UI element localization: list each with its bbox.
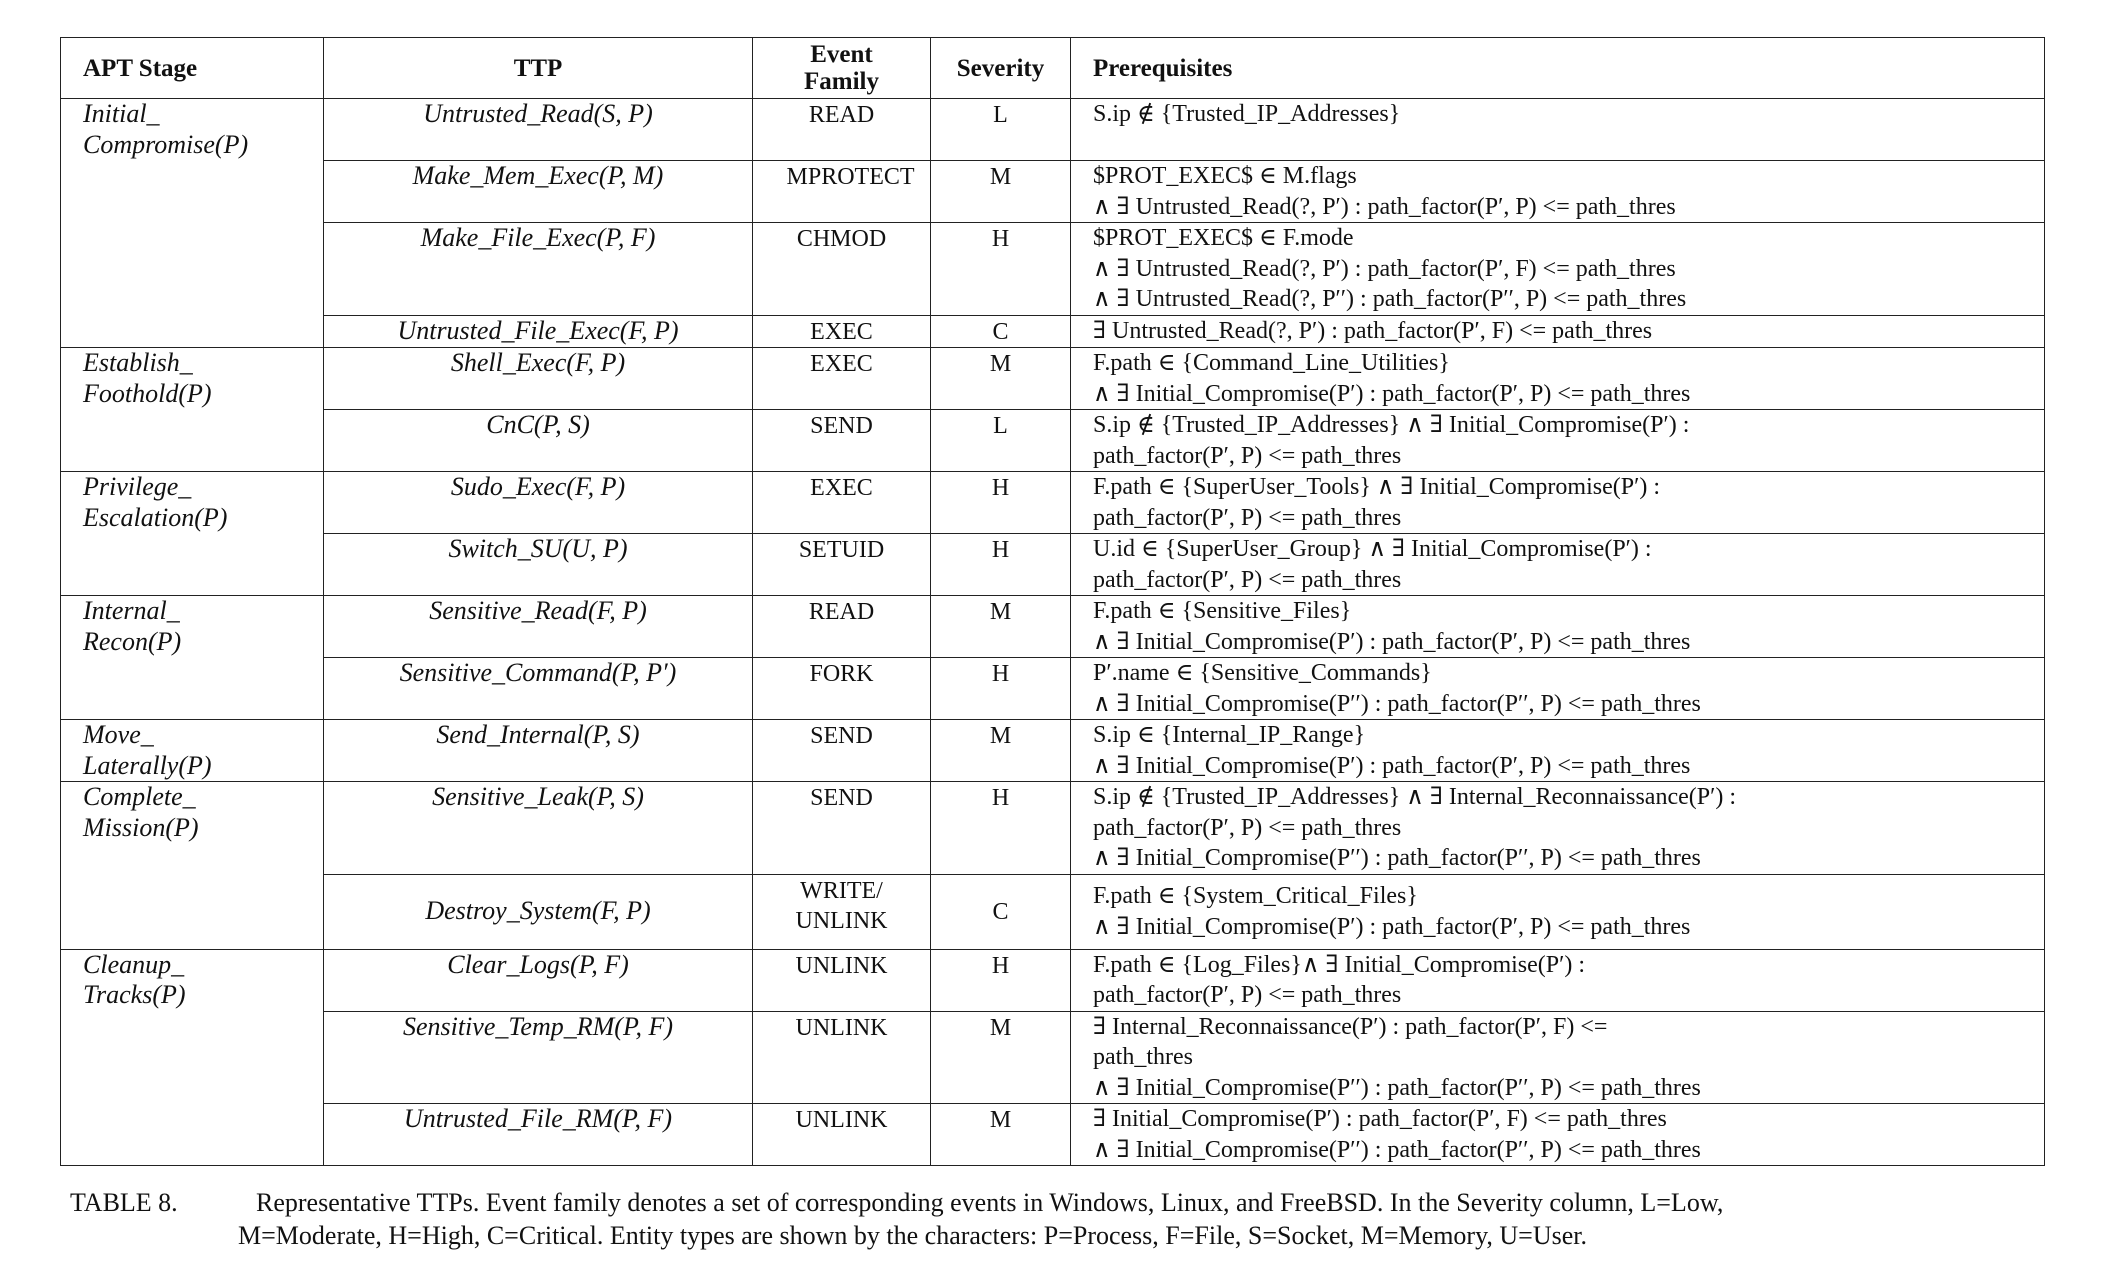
- prerequisites-cell: [1071, 596, 2045, 658]
- event-family-text: READ: [808, 599, 875, 625]
- table-row: [61, 223, 2045, 316]
- apt-stage-name-part: Compromise(P): [83, 129, 249, 159]
- table-header-row: [61, 38, 2045, 99]
- ttp-cell: Sensitive_Temp_RM(P, F): [324, 1011, 753, 1104]
- event-family-cell: [753, 720, 931, 782]
- ttp-cell: Shell_Exec(F, P): [324, 348, 753, 410]
- event-family-cell: [753, 782, 931, 875]
- caption-line-2: M=Moderate, H=High, C=Critical. Entity types are shown by the characters: P=Process, F=File, S=Socket, M=Memory, U=User.: [238, 1221, 1587, 1250]
- header-ttp: TTP: [324, 38, 753, 99]
- table-row: [61, 1104, 2045, 1166]
- prerequisite-line: S.ip ∈ {Internal_IP_Range}: [1093, 722, 1366, 748]
- prerequisite-line: F.path ∈ {Command_Line_Utilities}: [1093, 350, 1450, 376]
- event-family-text: FORK: [809, 661, 874, 687]
- event-family-text: MPROTECT: [786, 164, 915, 190]
- severity-cell: H: [931, 949, 1071, 1011]
- prerequisites-cell: [1071, 223, 2045, 316]
- table-row: [61, 99, 2045, 161]
- apt-stage-name-part: Recon(P): [83, 626, 182, 656]
- severity-cell: M: [931, 720, 1071, 782]
- event-family-cell: [753, 596, 931, 658]
- ttp-cell: Destroy_System(F, P): [324, 874, 753, 949]
- header-prerequisites: Prerequisites: [1071, 38, 2045, 99]
- prerequisite-line: path_thres: [1093, 1044, 1193, 1070]
- event-family-cell: [753, 161, 931, 223]
- ttp-cell: Switch_SU(U, P): [324, 534, 753, 596]
- table-row: [61, 658, 2045, 720]
- header-event-family: [753, 38, 931, 99]
- prerequisite-line: path_factor(P′, P) <= path_thres: [1093, 504, 1402, 531]
- prerequisite-line: ∧ ∃ Initial_Compromise(P′′) : path_factor(P′′, P) <= path_thres: [1093, 1136, 1701, 1163]
- caption-label: TABLE 8.: [70, 1188, 178, 1217]
- prerequisites-cell: [1071, 348, 2045, 410]
- prerequisites-cell: [1071, 472, 2045, 534]
- prerequisite-line: F.path ∈ {Log_Files}∧ ∃ Initial_Compromise(P′) :: [1093, 951, 1586, 978]
- event-family-cell: [753, 874, 931, 949]
- event-family-cell: [753, 348, 931, 410]
- event-family-text: CHMOD: [796, 226, 887, 252]
- event-family-cell: [753, 223, 931, 316]
- prerequisite-line: path_factor(P′, P) <= path_thres: [1093, 442, 1402, 469]
- severity-cell: M: [931, 348, 1071, 410]
- apt-stage-cell: [61, 782, 324, 950]
- prerequisite-line: S.ip ∉ {Trusted_IP_Addresses} ∧ ∃ Initial_Compromise(P′) :: [1093, 412, 1690, 438]
- event-family-cell: [753, 949, 931, 1011]
- prerequisite-line: P′.name ∈ {Sensitive_Commands}: [1093, 660, 1432, 686]
- prerequisite-line: ∧ ∃ Initial_Compromise(P′) : path_factor(P′, P) <= path_thres: [1093, 752, 1691, 779]
- prerequisites-cell: [1071, 315, 2045, 348]
- severity-cell: L: [931, 410, 1071, 472]
- prerequisites-cell: [1071, 782, 2045, 875]
- prerequisites-cell: [1071, 410, 2045, 472]
- table-row: [61, 720, 2045, 782]
- table-row: [61, 596, 2045, 658]
- prerequisite-line: ∧ ∃ Untrusted_Read(?, P′′) : path_factor(P′′, P) <= path_thres: [1093, 286, 1687, 312]
- prerequisite-line: ∃ Internal_Reconnaissance(P′) : path_factor(P′, F) <=: [1093, 1013, 1608, 1040]
- severity-cell: M: [931, 161, 1071, 223]
- ttp-table-region: [60, 37, 2044, 1166]
- prerequisite-line: $PROT_EXEC$ ∈ F.mode: [1093, 225, 1354, 251]
- ttp-cell: Sensitive_Leak(P, S): [324, 782, 753, 875]
- prerequisite-line: ∧ ∃ Initial_Compromise(P′) : path_factor(P′, P) <= path_thres: [1093, 628, 1691, 655]
- prerequisites-cell: [1071, 161, 2045, 223]
- caption-line-1: Representative TTPs. Event family denotes a set of corresponding events in Windows, Linux, and FreeBSD. In the Severity column, L=Low,: [256, 1188, 1724, 1217]
- event-family-text: EXEC: [810, 351, 873, 377]
- prerequisite-line: ∧ ∃ Initial_Compromise(P′) : path_factor(P′, P) <= path_thres: [1093, 913, 1691, 940]
- severity-cell: M: [931, 1104, 1071, 1166]
- ttp-cell: Sensitive_Command(P, P′): [324, 658, 753, 720]
- apt-stage-name-part: Privilege_: [83, 472, 192, 501]
- apt-stage-name-part: Escalation(P): [83, 502, 228, 532]
- event-family-text: EXEC: [810, 475, 873, 501]
- apt-stage-name-part: Complete_: [83, 782, 196, 811]
- apt-stage-name-part: Initial_: [83, 99, 160, 128]
- event-family-cell: [753, 534, 931, 596]
- ttp-cell: Untrusted_File_Exec(F, P): [324, 315, 753, 348]
- event-family-cell: [753, 315, 931, 348]
- ttp-cell: Make_File_Exec(P, F): [324, 223, 753, 316]
- table-row: [61, 874, 2045, 949]
- prerequisite-line: $PROT_EXEC$ ∈ M.flags: [1093, 163, 1357, 189]
- apt-stage-cell: [61, 596, 324, 720]
- severity-cell: C: [931, 315, 1071, 348]
- ttp-cell: Clear_Logs(P, F): [324, 949, 753, 1011]
- event-family-text: SEND: [810, 723, 873, 749]
- ttp-cell: Send_Internal(P, S): [324, 720, 753, 782]
- severity-cell: M: [931, 596, 1071, 658]
- apt-stage-cell: [61, 99, 324, 348]
- prerequisite-line: F.path ∈ {SuperUser_Tools} ∧ ∃ Initial_Compromise(P′) :: [1093, 474, 1660, 500]
- prerequisites-cell: [1071, 949, 2045, 1011]
- event-family-cell: [753, 1104, 931, 1166]
- ttp-cell: Untrusted_Read(S, P): [324, 99, 753, 161]
- prerequisite-line: F.path ∈ {Sensitive_Files}: [1093, 598, 1352, 624]
- severity-cell: H: [931, 534, 1071, 596]
- table-row: [61, 534, 2045, 596]
- ttp-cell: Sensitive_Read(F, P): [324, 596, 753, 658]
- table-row: [61, 1011, 2045, 1104]
- event-family-cell: [753, 99, 931, 161]
- prerequisite-line: F.path ∈ {System_Critical_Files}: [1093, 883, 1418, 909]
- prerequisite-line: ∧ ∃ Initial_Compromise(P′) : path_factor(P′, P) <= path_thres: [1093, 380, 1691, 407]
- table-body: [61, 99, 2045, 1166]
- prerequisite-line: path_factor(P′, P) <= path_thres: [1093, 982, 1402, 1008]
- apt-stage-cell: [61, 472, 324, 596]
- prerequisite-line: ∧ ∃ Untrusted_Read(?, P′) : path_factor(P′, P) <= path_thres: [1093, 193, 1676, 220]
- prerequisites-cell: [1071, 99, 2045, 161]
- ttp-cell: Make_Mem_Exec(P, M): [324, 161, 753, 223]
- event-family-cell: [753, 1011, 931, 1104]
- event-family-text: UNLINK: [795, 1107, 888, 1133]
- table-row: [61, 315, 2045, 348]
- severity-cell: C: [931, 874, 1071, 949]
- event-family-cell: [753, 472, 931, 534]
- severity-cell: H: [931, 658, 1071, 720]
- event-family-cell: [753, 410, 931, 472]
- apt-stage-name-part: Laterally(P): [83, 750, 212, 780]
- prerequisite-line: path_factor(P′, P) <= path_thres: [1093, 814, 1402, 841]
- event-family-text: SEND: [810, 413, 873, 439]
- apt-stage-cell: [61, 949, 324, 1166]
- apt-stage-name-part: Establish_: [83, 348, 193, 377]
- table-caption: [70, 1186, 2044, 1252]
- apt-stage-name-part: Move_: [83, 720, 154, 749]
- severity-cell: H: [931, 782, 1071, 875]
- table-row: [61, 782, 2045, 875]
- prerequisites-cell: [1071, 658, 2045, 720]
- event-family-text: EXEC: [810, 318, 873, 345]
- prerequisites-cell: [1071, 1104, 2045, 1166]
- table-row: [61, 410, 2045, 472]
- apt-stage-name-part: Foothold(P): [83, 378, 212, 408]
- event-family-text: WRITE/ UNLINK: [795, 877, 888, 934]
- table-row: [61, 161, 2045, 223]
- prerequisite-line: ∃ Untrusted_Read(?, P′) : path_factor(P′, F) <= path_thres: [1093, 317, 1653, 344]
- header-apt-stage: APT Stage: [61, 38, 324, 99]
- header-severity: Severity: [931, 38, 1071, 99]
- event-family-text: UNLINK: [795, 1014, 888, 1041]
- prerequisite-line: U.id ∈ {SuperUser_Group} ∧ ∃ Initial_Compromise(P′) :: [1093, 536, 1652, 562]
- event-family-text: SEND: [810, 785, 873, 811]
- prerequisite-line: ∃ Initial_Compromise(P′) : path_factor(P′, F) <= path_thres: [1093, 1106, 1667, 1132]
- apt-stage-cell: [61, 720, 324, 782]
- prerequisite-line: ∧ ∃ Untrusted_Read(?, P′) : path_factor(P′, F) <= path_thres: [1093, 255, 1676, 282]
- prerequisite-line: S.ip ∉ {Trusted_IP_Addresses}: [1093, 101, 1401, 127]
- prerequisite-line: path_factor(P′, P) <= path_thres: [1093, 566, 1402, 593]
- ttp-cell: Sudo_Exec(F, P): [324, 472, 753, 534]
- event-family-cell: [753, 658, 931, 720]
- severity-cell: M: [931, 1011, 1071, 1104]
- severity-cell: H: [931, 223, 1071, 316]
- apt-stage-name-part: Mission(P): [83, 812, 199, 842]
- prerequisite-line: ∧ ∃ Initial_Compromise(P′′) : path_factor(P′′, P) <= path_thres: [1093, 1074, 1701, 1101]
- prerequisites-cell: [1071, 534, 2045, 596]
- ttp-cell: Untrusted_File_RM(P, F): [324, 1104, 753, 1166]
- table-row: [61, 348, 2045, 410]
- table-row: [61, 472, 2045, 534]
- ttp-table: [60, 37, 2045, 1166]
- prerequisites-cell: [1071, 720, 2045, 782]
- table-row: [61, 949, 2045, 1011]
- severity-cell: H: [931, 472, 1071, 534]
- prerequisites-cell: [1071, 1011, 2045, 1104]
- prerequisites-cell: [1071, 874, 2045, 949]
- event-family-text: READ: [808, 102, 875, 128]
- severity-cell: L: [931, 99, 1071, 161]
- prerequisite-line: ∧ ∃ Initial_Compromise(P′′) : path_factor(P′′, P) <= path_thres: [1093, 845, 1701, 871]
- apt-stage-cell: [61, 348, 324, 472]
- apt-stage-name-part: Internal_: [83, 596, 180, 625]
- ttp-cell: CnC(P, S): [324, 410, 753, 472]
- event-family-text: SETUID: [798, 537, 885, 563]
- prerequisite-line: ∧ ∃ Initial_Compromise(P′′) : path_factor(P′′, P) <= path_thres: [1093, 690, 1701, 717]
- apt-stage-name-part: Cleanup_: [83, 949, 185, 979]
- header-event-family-text: Event Family: [804, 41, 879, 95]
- prerequisite-line: S.ip ∉ {Trusted_IP_Addresses} ∧ ∃ Internal_Reconnaissance(P′) :: [1093, 784, 1737, 810]
- event-family-text: UNLINK: [795, 952, 888, 979]
- apt-stage-name-part: Tracks(P): [83, 980, 186, 1009]
